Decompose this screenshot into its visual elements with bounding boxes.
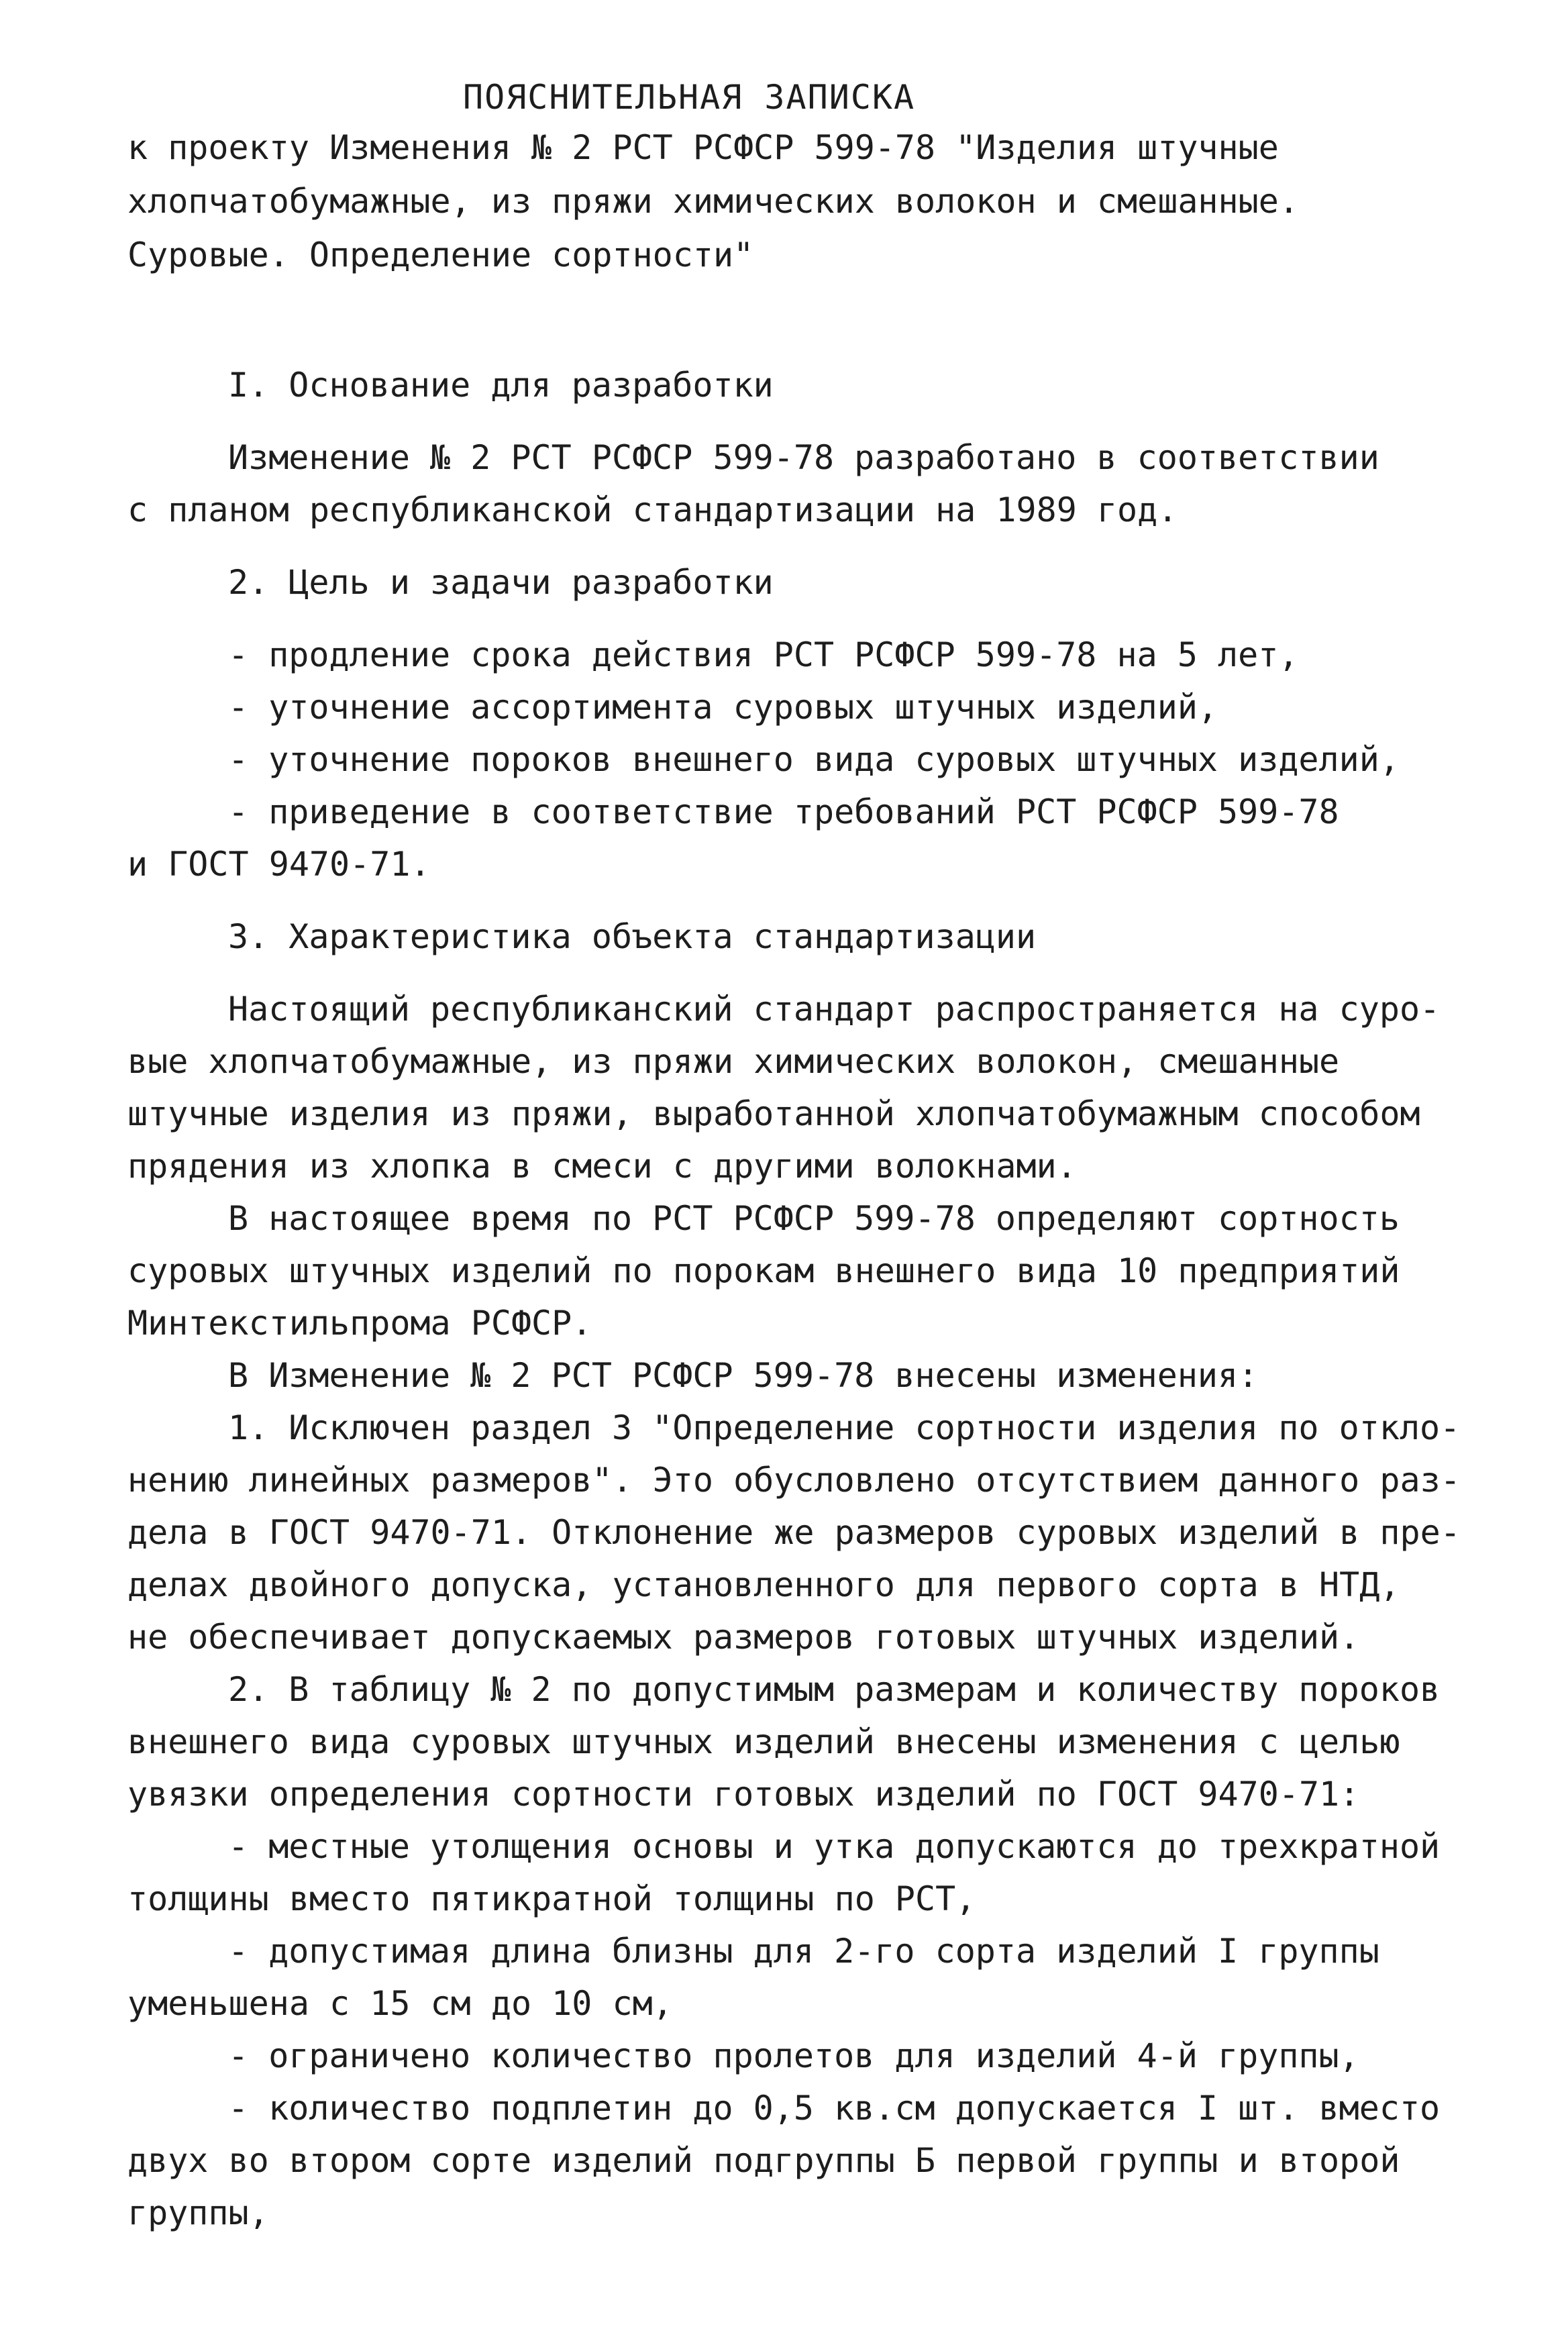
section-2-item: - продление срока действия РСТ РСФСР 599-78 на 5 лет, [228, 635, 1299, 674]
section-1-text: Изменение № 2 РСТ РСФСР 599-78 разработано в соответствии [228, 438, 1379, 477]
change-1: нению линейных размеров". Это обусловлено отсутствием данного раз- [127, 1461, 1461, 1500]
subtitle-line: хлопчатобумажные, из пряжи химических волокон и смешанные. [127, 182, 1299, 221]
section-3-para1: прядения из хлопка в смеси с другими волокнами. [127, 1147, 1077, 1186]
change-bullet: толщины вместо пятикратной толщины по РСТ, [127, 1879, 976, 1918]
section-3-para1: Настоящий республиканский стандарт распространяется на суро- [228, 990, 1441, 1029]
change-bullet: - количество подплетин до 0,5 кв.см допускается I шт. вместо [228, 2089, 1441, 2128]
section-3-para2: суровых штучных изделий по порокам внешнего вида 10 предприятий [127, 1251, 1400, 1290]
change-2: внешнего вида суровых штучных изделий внесены изменения с целью [127, 1722, 1400, 1761]
change-bullet: группы, [127, 2193, 269, 2232]
section-3-para2: В настоящее время по РСТ РСФСР 599-78 определяют сортность [228, 1199, 1400, 1238]
change-1: делах двойного допуска, установленного для первого сорта в НТД, [127, 1565, 1400, 1604]
section-1-text: с планом республиканской стандартизации на 1989 год. [127, 490, 1178, 529]
change-bullet: двух во втором сорте изделий подгруппы Б первой группы и второй [127, 2141, 1400, 2180]
section-2-item: - приведение в соответствие требований РСТ РСФСР 599-78 [228, 792, 1339, 831]
subtitle-line: к проекту Изменения № 2 РСТ РСФСР 599-78 "Изделия штучные [127, 128, 1279, 167]
change-1: не обеспечивает допускаемых размеров готовых штучных изделий. [127, 1618, 1360, 1657]
section-3-para2: Минтекстильпрома РСФСР. [127, 1304, 592, 1343]
change-bullet: - допустимая длина близны для 2-го сорта изделий I группы [228, 1932, 1379, 1971]
section-2-tail: и ГОСТ 9470-71. [127, 845, 431, 884]
change-bullet: - ограничено количество пролетов для изделий 4-й группы, [228, 2036, 1359, 2075]
change-2: 2. В таблицу № 2 по допустимым размерам и количеству пороков [228, 1670, 1441, 1709]
section-1-heading: I. Основание для разработки [228, 366, 774, 405]
section-2-item: - уточнение ассортимента суровых штучных изделий, [228, 688, 1218, 727]
section-3-heading: 3. Характеристика объекта стандартизации [228, 917, 1037, 956]
document-title: ПОЯСНИТЕЛЬНАЯ ЗАПИСКА [463, 78, 916, 117]
section-3-para3: В Изменение № 2 РСТ РСФСР 599-78 внесены изменения: [228, 1356, 1259, 1395]
change-2: увязки определения сортности готовых изделий по ГОСТ 9470-71: [127, 1775, 1360, 1814]
change-bullet: уменьшена с 15 см до 10 см, [127, 1984, 673, 2023]
section-3-para1: вые хлопчатобумажные, из пряжи химических волокон, смешанные [127, 1042, 1340, 1081]
subtitle-line: Суровые. Определение сортности" [127, 236, 754, 274]
document-subtitle [127, 121, 1467, 282]
change-bullet: - местные утолщения основы и утка допускаются до трехкратной [228, 1827, 1441, 1866]
change-1: 1. Исключен раздел 3 "Определение сортности изделия по откло- [228, 1408, 1461, 1447]
section-3-para1: штучные изделия из пряжи, выработанной хлопчатобумажным способом [127, 1094, 1420, 1133]
section-2-heading: 2. Цель и задачи разработки [228, 563, 774, 602]
section-2-item: - уточнение пороков внешнего вида суровых штучных изделий, [228, 740, 1400, 779]
change-1: дела в ГОСТ 9470-71. Отклонение же размеров суровых изделий в пре- [127, 1513, 1461, 1552]
